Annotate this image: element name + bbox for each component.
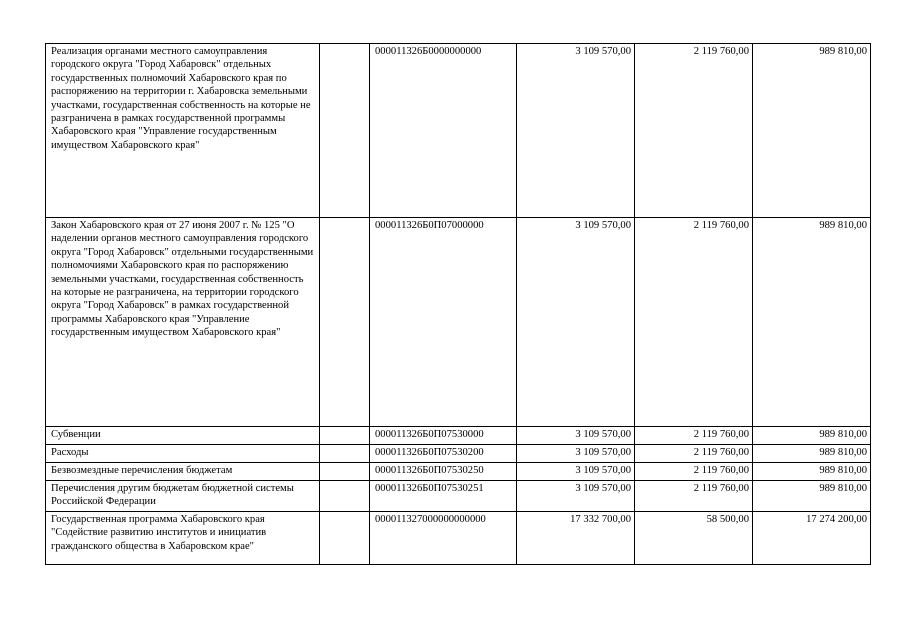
row-value-3: 989 810,00	[753, 463, 871, 481]
row-total: 3 109 570,00	[517, 218, 635, 427]
row-total: 3 109 570,00	[517, 445, 635, 463]
row-value-2: 2 119 760,00	[635, 445, 753, 463]
row-description: Расходы	[46, 445, 320, 463]
row-description: Субвенции	[46, 427, 320, 445]
empty-cell	[320, 427, 370, 445]
table-row	[46, 44, 871, 218]
empty-cell	[320, 44, 370, 218]
row-code: 000011326Б0П07000000	[370, 218, 517, 427]
table-row	[46, 463, 871, 481]
empty-cell	[320, 512, 370, 565]
row-description: Перечисления другим бюджетам бюджетной системы Российской Федерации	[46, 481, 320, 512]
row-code: 000011327000000000000	[370, 512, 517, 565]
row-description: Реализация органами местного самоуправления городского округа "Город Хабаровск" отдельных государственных полномочий Хабаровского края по распоряжению на территории г. Хабаровска земельными участками, государственная собственность на которые не разграничена в рамках государственной программы Хабаровского края "Управление государственным имуществом Хабаровского края"	[46, 44, 320, 218]
row-code: 000011326Б0П07530250	[370, 463, 517, 481]
row-value-2: 58 500,00	[635, 512, 753, 565]
row-total: 17 332 700,00	[517, 512, 635, 565]
row-value-2: 2 119 760,00	[635, 218, 753, 427]
row-code: 000011326Б0П07530251	[370, 481, 517, 512]
row-description: Государственная программа Хабаровского края "Содействие развитию институтов и инициатив гражданского общества в Хабаровском крае"	[46, 512, 320, 565]
empty-cell	[320, 218, 370, 427]
row-value-3: 989 810,00	[753, 218, 871, 427]
row-value-2: 2 119 760,00	[635, 44, 753, 218]
table-row	[46, 427, 871, 445]
row-value-2: 2 119 760,00	[635, 481, 753, 512]
empty-cell	[320, 463, 370, 481]
row-total: 3 109 570,00	[517, 44, 635, 218]
row-total: 3 109 570,00	[517, 481, 635, 512]
row-value-2: 2 119 760,00	[635, 427, 753, 445]
table-row	[46, 218, 871, 427]
empty-cell	[320, 445, 370, 463]
budget-table	[45, 43, 871, 565]
empty-cell	[320, 481, 370, 512]
row-value-3: 989 810,00	[753, 44, 871, 218]
row-description: Безвозмездные перечисления бюджетам	[46, 463, 320, 481]
row-value-3: 17 274 200,00	[753, 512, 871, 565]
table-row	[46, 481, 871, 512]
row-description: Закон Хабаровского края от 27 июня 2007 г. № 125 "О наделении органов местного самоуправления городского округа "Город Хабаровск" отдельными государственными полномочиями Хабаровского края по распоряжению земельными участками, государственная собственность на которые не разграничена, на территории городского округа "Город Хабаровск" в рамках государственной программы Хабаровского края "Управление государственным имуществом Хабаровского края"	[46, 218, 320, 427]
table-row	[46, 512, 871, 565]
row-value-3: 989 810,00	[753, 427, 871, 445]
row-code: 000011326Б0П07530000	[370, 427, 517, 445]
row-value-3: 989 810,00	[753, 481, 871, 512]
row-code: 000011326Б0000000000	[370, 44, 517, 218]
table-row	[46, 445, 871, 463]
row-total: 3 109 570,00	[517, 463, 635, 481]
row-value-3: 989 810,00	[753, 445, 871, 463]
row-code: 000011326Б0П07530200	[370, 445, 517, 463]
row-value-2: 2 119 760,00	[635, 463, 753, 481]
row-total: 3 109 570,00	[517, 427, 635, 445]
